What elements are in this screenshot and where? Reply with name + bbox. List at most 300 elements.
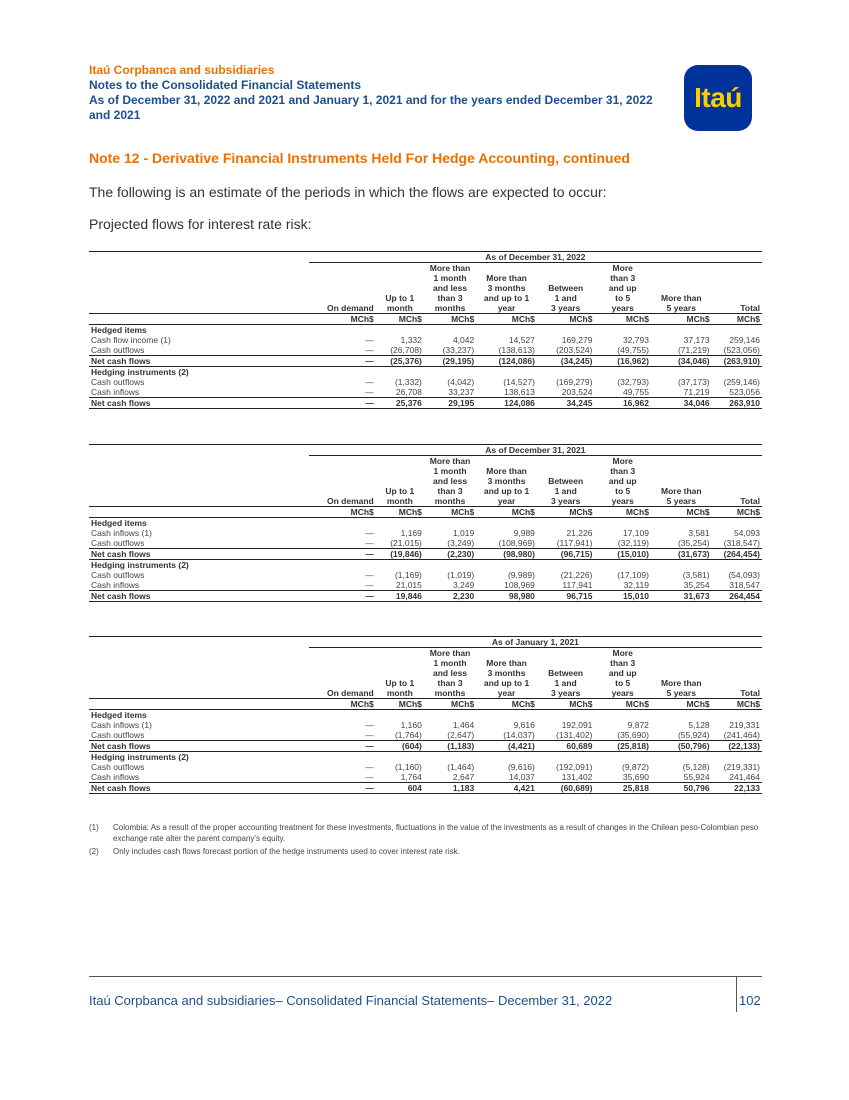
cell-value: 55,924 [683, 772, 710, 782]
column-header-row [89, 456, 762, 507]
cell-value: (16,962) [594, 356, 651, 367]
cell-value: (203,524) [556, 345, 593, 355]
intro-text: The following is an estimate of the periods in which the flows are expected to occur: [89, 184, 607, 200]
column-header-line: More than [486, 658, 527, 668]
table-row [89, 772, 762, 783]
row-label: Cash outflows [91, 538, 145, 548]
column-header [537, 263, 595, 314]
column-header-line: year [497, 303, 516, 313]
section-row [89, 367, 762, 378]
cell-value: (318,547) [723, 538, 760, 548]
cell-value: 131,402 [561, 772, 593, 782]
unit-label: MCh$ [309, 699, 376, 710]
table-caption-row [89, 637, 762, 648]
row-label: Net cash flows [89, 741, 309, 752]
cell-value: — [365, 528, 374, 538]
row-label: Net cash flows [89, 356, 309, 367]
column-header [651, 648, 712, 699]
row-label: Net cash flows [89, 591, 309, 602]
column-header [476, 648, 537, 699]
cell-value: (219,331) [723, 762, 760, 772]
cell-value: 19,846 [376, 591, 424, 602]
column-header-line: 3 years [550, 688, 581, 698]
cell-value: 1,764 [400, 772, 422, 782]
cell-value: (55,924) [677, 730, 710, 740]
cell-value: 3,581 [688, 528, 710, 538]
cell-value: 1,019 [452, 528, 475, 538]
cell-value: — [365, 387, 374, 397]
row-label: Cash inflows (1) [91, 720, 152, 730]
column-header-line: month [386, 688, 413, 698]
cell-value: 50,796 [651, 783, 712, 794]
column-header-line: and up [608, 283, 637, 293]
section-label: Hedged items [91, 710, 147, 720]
column-header-row [89, 263, 762, 314]
itau-logo [684, 65, 752, 131]
column-header-line: More than [660, 678, 702, 688]
cell-value: — [309, 741, 376, 752]
column-header-line: than 3 [610, 466, 636, 476]
column-header [476, 263, 537, 314]
cell-value: 117,941 [562, 580, 593, 590]
cell-value: 22,133 [712, 783, 762, 794]
column-header-line: On demand [326, 496, 374, 506]
column-header-line: years [611, 688, 634, 698]
column-header [309, 648, 376, 699]
cell-value: 263,910 [712, 398, 762, 409]
cell-value: (1,764) [394, 730, 422, 740]
cell-value: 21,226 [566, 528, 593, 538]
cell-value: (4,421) [476, 741, 537, 752]
cell-value: (14,527) [503, 377, 535, 387]
cell-value: (32,119) [617, 538, 649, 548]
column-header-line: and up [608, 668, 637, 678]
cell-value: (34,046) [651, 356, 712, 367]
column-header-line: 3 months [487, 283, 526, 293]
column-header-line: to 5 [615, 293, 631, 303]
unit-label: MCh$ [651, 699, 712, 710]
cell-value: (9,989) [507, 570, 535, 580]
column-header [376, 456, 424, 507]
table-caption: As of December 31, 2022 [309, 252, 762, 263]
section-row [89, 518, 762, 529]
column-header-line: 3 years [551, 303, 581, 313]
cell-value: (264,454) [712, 549, 762, 560]
column-header-line: Between [548, 283, 584, 293]
cell-value: (54,093) [728, 570, 760, 580]
cell-value: 241,464 [729, 772, 760, 782]
cell-value: 264,454 [712, 591, 762, 602]
cell-value: (523,056) [723, 345, 760, 355]
cell-value: (138,613) [498, 345, 535, 355]
cell-value: 124,086 [476, 398, 537, 409]
cell-value: 4,421 [476, 783, 537, 794]
column-header-line: Total [740, 496, 760, 506]
column-header [594, 648, 651, 699]
cell-value: (29,195) [424, 356, 476, 367]
unit-label: MCh$ [376, 507, 424, 518]
cell-value: (1,464) [447, 762, 475, 772]
cell-value: 108,969 [504, 580, 535, 590]
table-row [89, 398, 762, 409]
column-header-line: month [386, 496, 413, 506]
section-label: Hedged items [91, 518, 147, 528]
unit-label: MCh$ [594, 314, 651, 325]
unit-label: MCh$ [476, 507, 537, 518]
column-header [376, 263, 424, 314]
unit-row [89, 699, 762, 710]
cell-value: 14,037 [508, 772, 535, 782]
row-label: Cash outflows [91, 730, 145, 740]
cell-value: 35,690 [622, 772, 649, 782]
cell-value: 259,146 [729, 335, 760, 345]
unit-row [89, 507, 762, 518]
cell-value: 9,989 [513, 528, 535, 538]
footnote-text: Only includes cash flows forecast portion of the hedge instruments used to cover interest rate risk. [113, 847, 460, 856]
cell-value: (3,249) [447, 538, 475, 548]
unit-row [89, 314, 762, 325]
period-line-2: and 2021 [89, 108, 141, 122]
cell-value: 49,755 [622, 387, 649, 397]
column-header-line: to 5 [615, 486, 631, 496]
cell-value: (15,010) [594, 549, 651, 560]
cell-value: (1,160) [394, 762, 422, 772]
column-header-line: and less [433, 476, 468, 486]
cell-value: 96,715 [537, 591, 595, 602]
cell-value: 21,015 [395, 580, 422, 590]
cell-value: (241,464) [723, 730, 760, 740]
footnote-2 [89, 846, 762, 857]
table-row [89, 387, 762, 398]
cell-value: 25,818 [594, 783, 651, 794]
cell-value: 29,195 [424, 398, 476, 409]
note-title: Note 12 - Derivative Financial Instruments Held For Hedge Accounting, continued [89, 150, 630, 166]
cell-value: (604) [376, 741, 424, 752]
cell-value: 35,254 [683, 580, 710, 590]
cell-value: 9,616 [513, 720, 535, 730]
footer-text: Itaú Corpbanca and subsidiaries– Consolidated Financial Statements– December 31, 2022 [89, 993, 613, 1008]
cell-value: 32,793 [622, 335, 649, 345]
cell-value: (192,091) [556, 762, 593, 772]
cell-value: — [365, 335, 374, 345]
cash-flow-table [89, 636, 762, 794]
column-header-line: year [497, 688, 516, 698]
row-label: Cash outflows [91, 570, 145, 580]
unit-label: MCh$ [309, 314, 376, 325]
cell-value: 25,376 [376, 398, 424, 409]
table-row [89, 335, 762, 345]
cash-flow-table [89, 251, 762, 409]
column-header-line: More [612, 263, 633, 273]
table-row [89, 580, 762, 591]
column-header [376, 648, 424, 699]
page-header [89, 63, 689, 123]
table-row [89, 762, 762, 772]
cell-value: (131,402) [556, 730, 593, 740]
cell-value: 34,245 [537, 398, 595, 409]
column-header-line: months [434, 303, 466, 313]
cell-value: (9,616) [507, 762, 535, 772]
cell-value: 16,962 [594, 398, 651, 409]
column-header-row [89, 648, 762, 699]
column-header-line: years [611, 496, 634, 506]
table-row [89, 591, 762, 602]
column-header [424, 648, 476, 699]
cell-value: (32,793) [617, 377, 649, 387]
cell-value: — [365, 720, 374, 730]
cell-value: (259,146) [723, 377, 760, 387]
cell-value: 17,109 [622, 528, 649, 538]
unit-label: MCh$ [309, 507, 376, 518]
unit-label: MCh$ [712, 699, 762, 710]
footnote-text: Colombia: As a result of the proper accounting treatment for these investments, fluctuations in the value of the investments as a result of changes in the Chilean peso-Colombian peso exchange rate alter the parent company's equity. [113, 823, 759, 843]
footer-divider [89, 976, 762, 977]
column-header-line: 1 month [433, 658, 467, 668]
column-header-line: 5 years [666, 496, 696, 506]
unit-label: MCh$ [651, 314, 712, 325]
column-header-line: than 3 [437, 678, 463, 688]
column-header-line: than 3 [610, 273, 636, 283]
cell-value: 5,128 [688, 720, 710, 730]
cell-value: 32,119 [623, 580, 649, 590]
footnote-number: (1) [89, 823, 99, 832]
cell-value: (21,226) [560, 570, 593, 580]
column-header-line: 1 and [554, 486, 577, 496]
column-header-line: 1 month [433, 466, 467, 476]
cell-value: 523,056 [729, 387, 760, 397]
table-row [89, 377, 762, 387]
section-label: Hedged items [91, 325, 147, 335]
section-label: Hedging instruments (2) [91, 367, 189, 377]
cell-value: (263,910) [712, 356, 762, 367]
column-header-line: and less [433, 668, 468, 678]
cell-value: 33,237 [448, 387, 475, 397]
column-header-line: than 3 [437, 293, 463, 303]
cell-value: 34,046 [651, 398, 712, 409]
cell-value: (60,689) [537, 783, 595, 794]
cell-value: 60,689 [537, 741, 595, 752]
column-header-line: Between [548, 476, 584, 486]
column-header-line: years [611, 303, 634, 313]
row-label: Cash outflows [91, 762, 145, 772]
row-label: Net cash flows [89, 398, 309, 409]
row-label: Cash inflows [91, 387, 140, 397]
column-header-line: to 5 [615, 678, 631, 688]
table-row [89, 549, 762, 560]
unit-label: MCh$ [424, 699, 476, 710]
cell-value: (124,086) [476, 356, 537, 367]
logo-text: Itaú [694, 82, 742, 113]
unit-label: MCh$ [712, 507, 762, 518]
cell-value: (2,230) [424, 549, 476, 560]
company-name: Itaú Corpbanca and subsidiaries [89, 63, 275, 77]
column-header [309, 456, 376, 507]
row-label: Cash inflows [91, 772, 140, 782]
unit-label: MCh$ [424, 314, 476, 325]
cell-value: (25,376) [376, 356, 424, 367]
cell-value: (1,183) [424, 741, 476, 752]
cell-value: 604 [376, 783, 424, 794]
column-header [651, 263, 712, 314]
column-header [424, 456, 476, 507]
cell-value: — [365, 377, 374, 387]
cell-value: 54,093 [734, 528, 760, 538]
column-header-line: More than [429, 263, 471, 273]
column-header-line: and up to 1 [483, 486, 530, 496]
cell-value: (169,279) [556, 377, 593, 387]
cell-value: 15,010 [594, 591, 651, 602]
row-label: Net cash flows [89, 783, 309, 794]
cell-value: 31,673 [651, 591, 712, 602]
column-header-line: month [386, 303, 413, 313]
cell-value: (37,173) [677, 377, 710, 387]
cell-value: (98,980) [476, 549, 537, 560]
column-header-line: On demand [326, 688, 374, 698]
cell-value: 9,872 [627, 720, 649, 730]
cell-value: 26,708 [395, 387, 422, 397]
cell-value: 138,613 [504, 387, 535, 397]
unit-label: MCh$ [476, 314, 537, 325]
cell-value: (96,715) [537, 549, 595, 560]
cell-value: (17,109) [617, 570, 649, 580]
column-header-line: and up [608, 476, 637, 486]
footer-page-divider [736, 976, 737, 1012]
cell-value: (1,332) [394, 377, 422, 387]
cell-value: 219,331 [729, 720, 760, 730]
cash-flow-table [89, 444, 762, 602]
unit-label: MCh$ [537, 699, 595, 710]
row-label: Net cash flows [89, 549, 309, 560]
unit-label: MCh$ [424, 507, 476, 518]
cell-value: 1,169 [400, 528, 422, 538]
cell-value: — [309, 549, 376, 560]
column-header-line: More than [486, 273, 527, 283]
section-label: Hedging instruments (2) [91, 560, 189, 570]
column-header-line: 1 and [554, 293, 577, 303]
cell-value: (117,941) [556, 538, 593, 548]
cell-value: — [309, 356, 376, 367]
row-label: Cash outflows [91, 377, 145, 387]
projected-text: Projected flows for interest rate risk: [89, 216, 312, 232]
section-row [89, 325, 762, 336]
row-label: Cash inflows [91, 580, 140, 590]
column-header [594, 263, 651, 314]
section-row [89, 710, 762, 721]
cell-value: (31,673) [651, 549, 712, 560]
column-header-line: More than [429, 648, 471, 658]
flows-table-2021 [89, 444, 762, 602]
cell-value: — [365, 762, 374, 772]
cell-value: 2,647 [452, 772, 475, 782]
table-row [89, 528, 762, 538]
cell-value: (3,581) [682, 570, 710, 580]
unit-label: MCh$ [376, 314, 424, 325]
cell-value: (50,796) [651, 741, 712, 752]
column-header-line: Up to 1 [385, 678, 415, 688]
column-header-line: than 3 [437, 486, 463, 496]
cell-value: — [365, 580, 374, 590]
flows-table-2022 [89, 251, 762, 409]
flows-table-jan-2021 [89, 636, 762, 794]
column-header-line: and less [433, 283, 468, 293]
column-header-line: and up to 1 [483, 293, 530, 303]
cell-value: 3,249 [452, 580, 475, 590]
unit-label: MCh$ [651, 507, 712, 518]
row-label: Cash flow income (1) [91, 335, 171, 345]
column-header-line: Up to 1 [385, 293, 415, 303]
cell-value: — [365, 730, 374, 740]
cell-value: (35,690) [617, 730, 649, 740]
cell-value: — [365, 772, 374, 782]
table-caption-row [89, 445, 762, 456]
cell-value: (19,846) [376, 549, 424, 560]
cell-value: — [309, 783, 376, 794]
cell-value: 4,042 [452, 335, 475, 345]
column-header-line: 5 years [666, 303, 696, 313]
section-row [89, 560, 762, 571]
cell-value: — [309, 591, 376, 602]
unit-label: MCh$ [712, 314, 762, 325]
column-header-line: months [434, 496, 466, 506]
cell-value: (33,237) [442, 345, 475, 355]
column-header [537, 648, 595, 699]
cell-value: — [309, 398, 376, 409]
cell-value: (9,872) [621, 762, 649, 772]
unit-label: MCh$ [594, 699, 651, 710]
column-header-line: More than [429, 456, 471, 466]
cell-value: (35,254) [677, 538, 710, 548]
cell-value: — [365, 570, 374, 580]
column-header-line: 1 month [433, 273, 467, 283]
column-header-line: More than [660, 293, 702, 303]
table-row [89, 345, 762, 356]
unit-label: MCh$ [537, 314, 595, 325]
section-row [89, 752, 762, 763]
cell-value: (1,019) [447, 570, 475, 580]
cell-value: 1,183 [424, 783, 476, 794]
cell-value: 1,332 [400, 335, 422, 345]
cell-value: 14,527 [508, 335, 535, 345]
page-number: 102 [739, 993, 761, 1008]
table-caption-row [89, 252, 762, 263]
unit-label: MCh$ [537, 507, 595, 518]
column-header-line: 3 months [487, 476, 526, 486]
column-header-line: 5 years [666, 688, 696, 698]
cell-value: 98,980 [476, 591, 537, 602]
column-header [537, 456, 595, 507]
cell-value: (22,133) [712, 741, 762, 752]
cell-value: 203,524 [561, 387, 593, 397]
unit-label: MCh$ [594, 507, 651, 518]
column-header-line: 1 and [554, 678, 577, 688]
cell-value: 2,230 [424, 591, 476, 602]
cell-value: (34,245) [537, 356, 595, 367]
section-label: Hedging instruments (2) [91, 752, 189, 762]
cell-value: (49,755) [617, 345, 649, 355]
cell-value: (26,708) [390, 345, 422, 355]
table-row [89, 720, 762, 730]
cell-value: — [365, 345, 374, 355]
column-header [309, 263, 376, 314]
cell-value: (2,647) [447, 730, 475, 740]
cell-value: (71,219) [677, 345, 710, 355]
unit-label: MCh$ [376, 699, 424, 710]
column-header-line: 3 years [551, 496, 581, 506]
column-header [424, 263, 476, 314]
column-header-line: months [434, 688, 466, 698]
cell-value: (4,042) [447, 377, 475, 387]
cell-value: 318,547 [729, 580, 760, 590]
